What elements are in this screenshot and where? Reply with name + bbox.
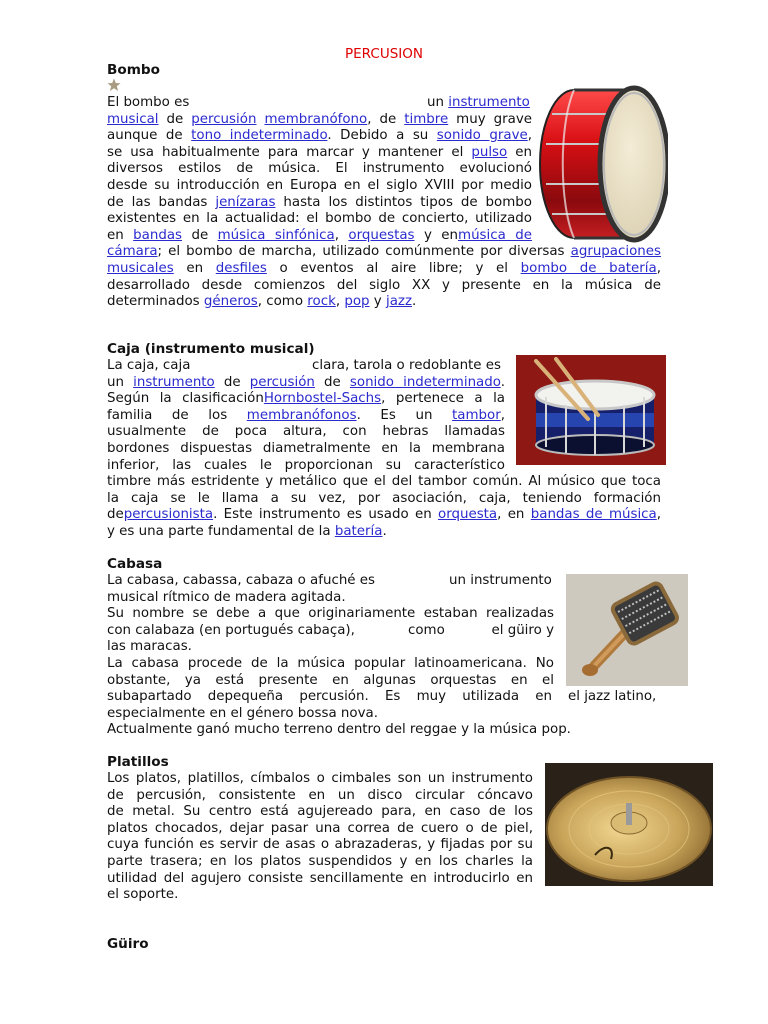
link-bombo-de-bateria[interactable]: bombo de batería (520, 260, 657, 276)
snare-drum-image (516, 355, 666, 465)
link-sonido-grave[interactable]: sonido grave (436, 128, 528, 144)
link-agrupaciones[interactable]: agrupaciones (570, 244, 661, 260)
paragraph-caja-top: La caja, caja clara, tarola o redoblante es un instrumento de percusión de sonido indeterminado. Según la clasificaciónHornbostel-Sachs, pertenece a la familia de los membranófonos. Es un tambor, usualmente de poca altura, con hebras llamadas bordones dispuestas diametralmente en la membrana inferior, las cuales le proporcionan su característico (107, 358, 506, 473)
heading-caja: Caja (instrumento musical) (107, 341, 315, 357)
cymbal-image (545, 763, 713, 886)
link-pop[interactable]: pop (344, 294, 370, 310)
heading-platillos: Platillos (107, 754, 169, 770)
paragraph-cabasa-top: La cabasa, cabassa, cabaza o afuché es un instrumento musical rítmico de madera agitada. Su nombre se debe a que originariamente estaban realizadas con calabaza (en portugués cabaça), como el güiro y las maracas. La cabasa procede de la música popular latinoamericana. No obstante, ya está presente en algunas orquestas en el (107, 573, 554, 688)
link-jazz[interactable]: jazz (386, 294, 412, 310)
heading-bombo: Bombo (107, 62, 160, 78)
link-instrumento-caja[interactable]: instrumento (133, 374, 215, 390)
link-percusion-caja[interactable]: percusión (249, 374, 315, 390)
link-musica-sinfonica[interactable]: música sinfónica (217, 227, 335, 243)
paragraph-bombo-bottom: cámara; el bombo de marcha, utilizado comúnmente por diversas agrupaciones musicales en desfiles o eventos al aire libre; y el bombo de batería, desarrollado desde comienzos del siglo XX y presente en la música de determinados géneros, como rock, pop y jazz. (107, 244, 661, 310)
link-tambor[interactable]: tambor (452, 407, 501, 423)
link-rock[interactable]: rock (307, 294, 336, 310)
link-percusionista[interactable]: percusionista (123, 507, 214, 523)
link-musica-de[interactable]: música de (458, 227, 532, 243)
link-membranofonos[interactable]: membranófonos (246, 407, 357, 423)
link-desfiles[interactable]: desfiles (215, 260, 267, 276)
link-musical[interactable]: musical (107, 111, 159, 127)
heading-cabasa: Cabasa (107, 556, 163, 572)
link-sonido-indeterminado[interactable]: sonido indeterminado (349, 374, 501, 390)
link-bandas[interactable]: bandas (133, 227, 183, 243)
link-membranofono[interactable]: membranófono (264, 111, 368, 127)
star-icon (107, 78, 121, 92)
bass-drum-image (534, 84, 668, 246)
link-bandas-de-musica[interactable]: bandas de música (530, 507, 657, 523)
link-bateria[interactable]: batería (334, 523, 383, 539)
link-timbre[interactable]: timbre (404, 111, 449, 127)
cabasa-image (566, 574, 688, 686)
document-title: PERCUSION (345, 46, 423, 62)
link-orquestas[interactable]: orquestas (348, 227, 415, 243)
link-jenizaras[interactable]: jenízaras (215, 194, 276, 210)
paragraph-bombo-top: El bombo es un instrumento musical de percusión membranófono, de timbre muy grave aunque de tono indeterminado. Debido a su sonido grave, se usa habitualmente para marcar y mantener el pulso en diversos estilos de música. El instrumento evolucionó desde su introducción en Europa en el siglo XVIII por medio de las bandas jenízaras hasta los distintos tipos de bombo existentes en la actualidad: el bombo de concierto, utilizado en bandas de música sinfónica, orquestas y enmúsica de (107, 95, 533, 243)
link-tono-indeterminado[interactable]: tono indeterminado (191, 128, 328, 144)
link-musicales[interactable]: musicales (107, 260, 174, 276)
link-percusion[interactable]: percusión (191, 111, 257, 127)
link-hornbostel-sachs[interactable]: Hornbostel-Sachs (263, 391, 382, 407)
heading-guiro: Güiro (107, 936, 149, 952)
link-generos[interactable]: géneros (203, 294, 258, 310)
link-pulso[interactable]: pulso (471, 144, 508, 160)
link-camara[interactable]: cámara (107, 244, 158, 260)
paragraph-caja-bottom: timbre más estridente y metálico que el del tambor común. Al músico que toca la caja se le llama a su vez, por asociación, caja, teniendo formación depercusionista. Este instrumento es usado en orquesta, en bandas de música, y es una parte fundamental de la batería. (107, 474, 662, 539)
link-orquesta[interactable]: orquesta (438, 507, 498, 523)
paragraph-platillos: Los platos, platillos, címbalos o cimbales son un instrumento de percusión, consistente en un disco circular cóncavo de metal. Su centro está agujereado para, en caso de los platos chocados, dejar pasar una correa de cuero o de piel, cuya función es servir de asas o abrazaderas, y fijadas por su parte trasera; en los platos suspendidos y en los charles la utilidad del agujero consiste sencillamente en introducirlo en el soporte. (107, 771, 533, 903)
link-instrumento[interactable]: instrumento (448, 95, 530, 110)
paragraph-cabasa-bottom: subapartado depequeña percusión. Es muy utilizada en el jazz latino, especialmente en el género bossa nova. Actualmente ganó mucho terreno dentro del reggae y la música pop. (107, 689, 657, 738)
